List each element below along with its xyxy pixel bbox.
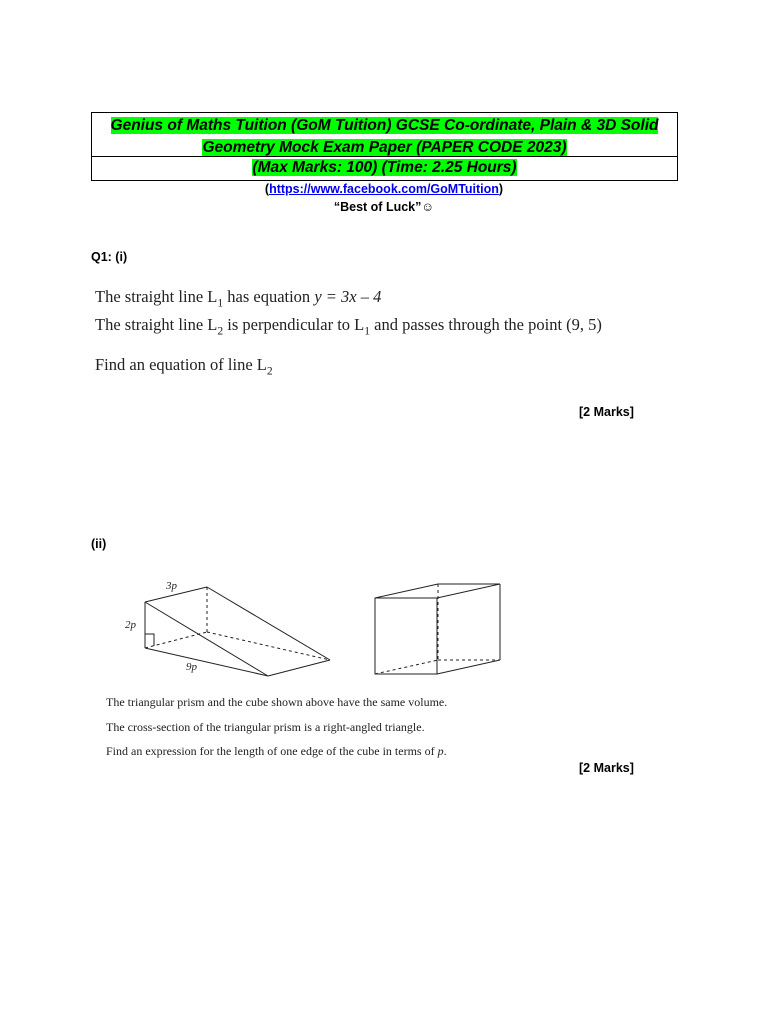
link-close-paren: ) xyxy=(498,182,504,196)
q1-line3: Find an equation of line $L_2$ xyxy=(95,354,273,377)
exam-title-line2: Geometry Mock Exam Paper (PAPER CODE 2023) xyxy=(202,139,567,156)
q1-label: Q1: (i) xyxy=(91,250,128,264)
triangular-prism xyxy=(145,587,330,676)
dim-bottom-label: 9p xyxy=(186,661,197,673)
q1-line1: The straight line $L_1$ has equation y = 3x – 4 xyxy=(95,287,382,310)
dim-side-label: 2p xyxy=(125,619,136,631)
best-of-luck: “Best of Luck”☺ xyxy=(333,200,435,214)
exam-title-line1: Genius of Maths Tuition (GoM Tuition) GCSE Co-ordinate, Plain & 3D Solid xyxy=(110,117,659,134)
right-angle-marker xyxy=(145,634,154,646)
q2-line1: The triangular prism and the cube shown above have the same volume. xyxy=(106,695,448,709)
q2-line2: The cross-section of the triangular prism is a right-angled triangle. xyxy=(106,719,425,734)
cube xyxy=(375,584,500,674)
link-open-paren: ( xyxy=(264,182,270,196)
marks-time-text: (Max Marks: 100) (Time: 2.25 Hours) xyxy=(252,159,517,176)
q2-line3: Find an expression for the length of one edge of the cube in terms of p. xyxy=(106,744,447,758)
q1-marks: [2 Marks] xyxy=(579,405,634,419)
q2-label: (ii) xyxy=(91,537,107,551)
q1-line2: The straight line $L_2$ is perpendicular to $L_1$ and passes through the point (9, 5) xyxy=(95,315,602,338)
q2-marks: [2 Marks] xyxy=(579,761,634,775)
dim-top-label: 3p xyxy=(166,580,177,592)
facebook-link[interactable]: https://www.facebook.com/GoMTuition xyxy=(269,182,499,196)
q2-question-text xyxy=(106,690,447,764)
